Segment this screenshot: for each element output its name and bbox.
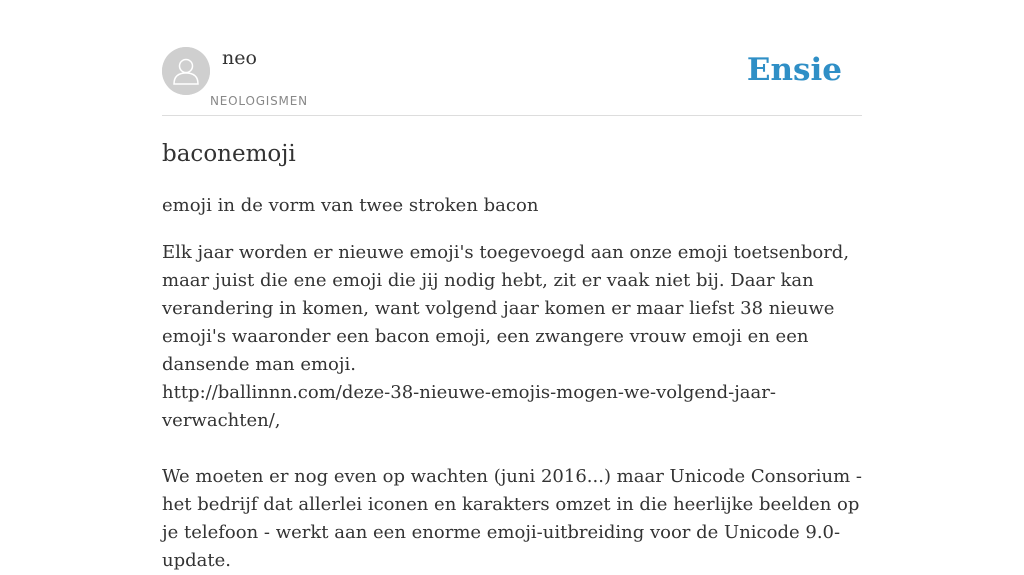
author-category[interactable]: NEOLOGISMEN [210,94,308,108]
header [162,0,862,116]
author-name-link[interactable]: neo [222,47,257,69]
entry-body: Elk jaar worden er nieuwe emoji's toegevoegd aan onze emoji toetsenbord, maar juist die ene emoji die jij nodig hebt, zit er vaak niet bij. Daar kan verandering in komen, want volgend jaar komen er maar liefst 38 nieuwe emoji's waaronder een bacon emoji, een zwangere vrouw emoji en een dansende man emoji. http://ballinnn.com/deze-38-nieuwe-emojis-mogen-we-volgend-jaar-verwachten/, We moeten er nog even op wachten (juni 2016...) maar Unicode Consorium - het bedrijf dat allerlei iconen en karakters omzet in die heerlijke beelden op je telefoon - werkt aan een enorme emoji-uitbreiding voor de Unicode 9.0-update. [162,242,862,571]
entry-title: baconemoji [162,141,296,167]
entry-definition: emoji in de vorm van twee stroken bacon [162,195,539,216]
user-avatar-icon[interactable] [162,47,210,95]
ensie-logo[interactable]: Ensie [746,52,842,88]
page-container [162,0,862,571]
